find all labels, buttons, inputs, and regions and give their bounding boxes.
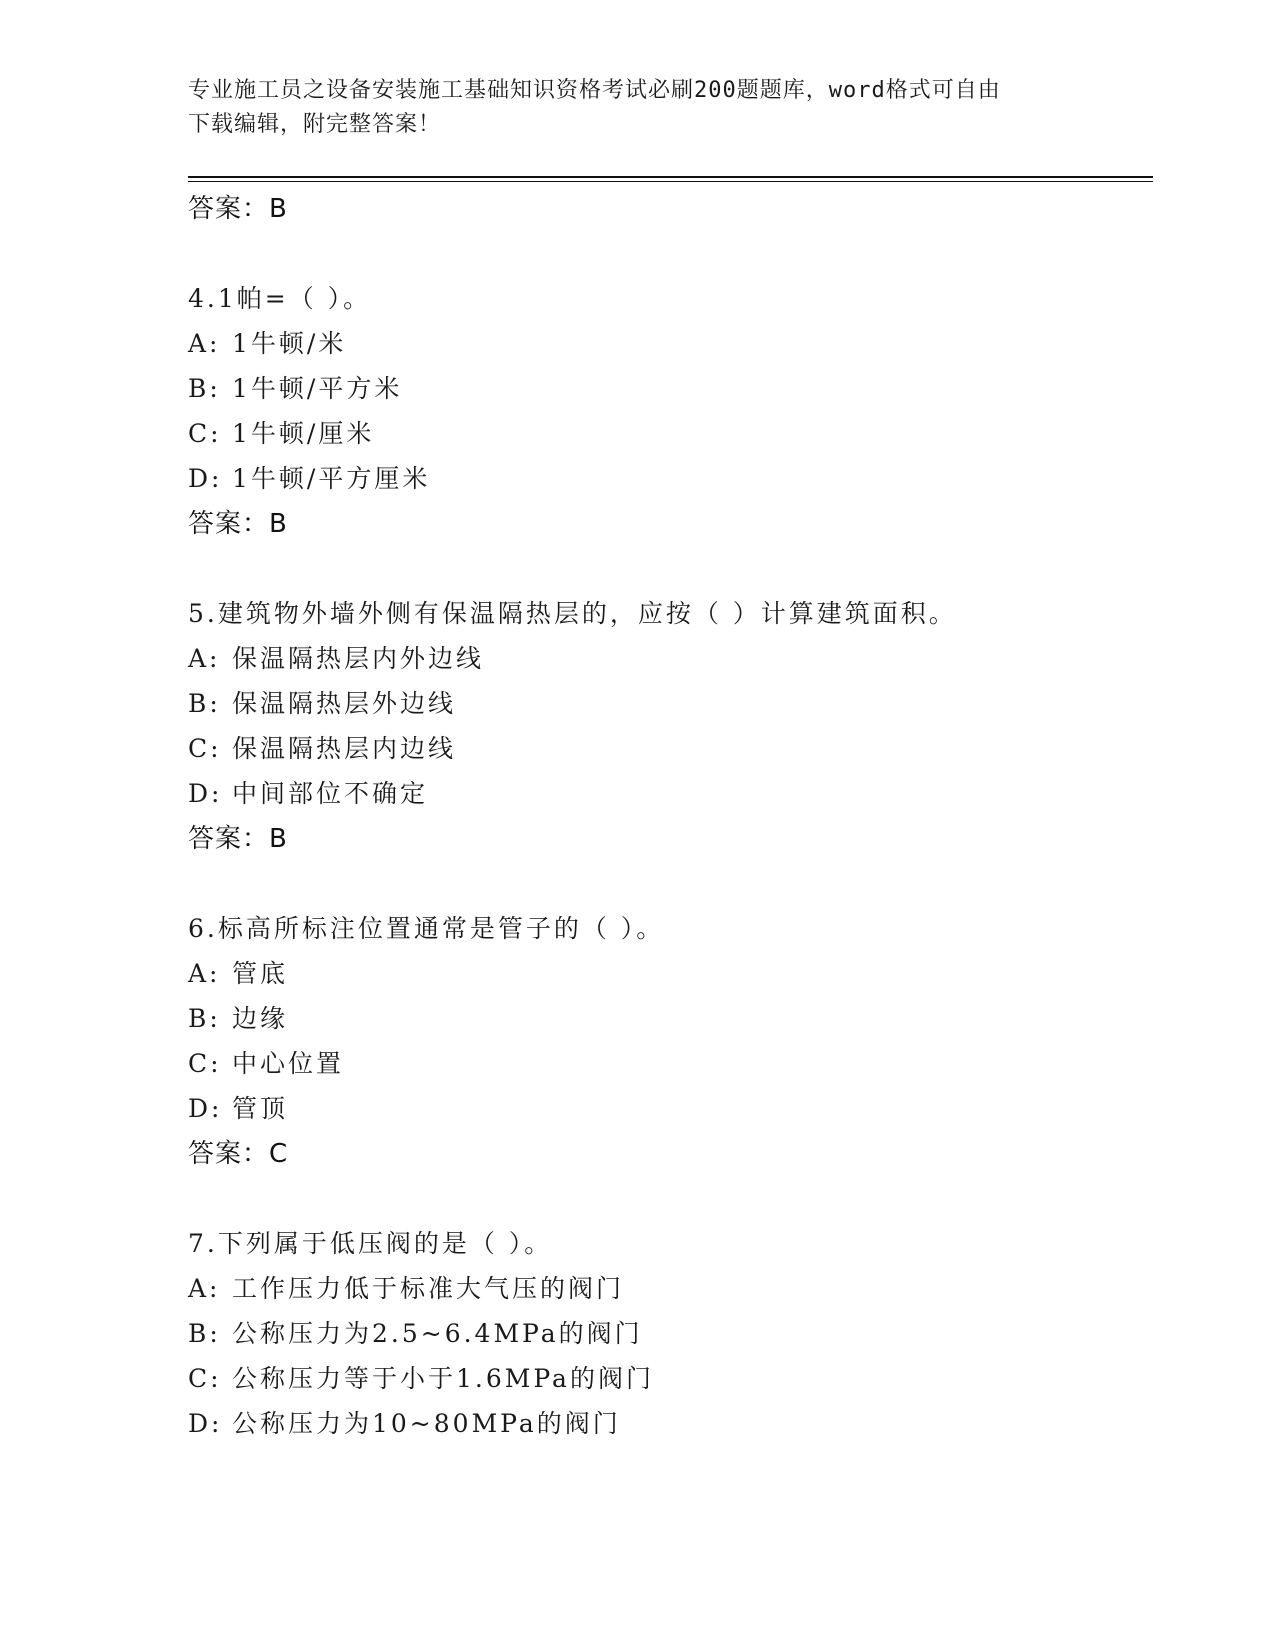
option-b: B: 1牛顿/平方米 bbox=[188, 374, 403, 403]
spacer bbox=[188, 1177, 1153, 1221]
question-text: 6.标高所标注位置通常是管子的（ ）。 bbox=[188, 914, 665, 943]
option-d: D: 1牛顿/平方厘米 bbox=[188, 464, 431, 493]
spacer bbox=[188, 547, 1153, 591]
spacer bbox=[188, 232, 1153, 276]
option-c: C: 保温隔热层内边线 bbox=[188, 734, 457, 763]
header-line-1: 专业施工员之设备安装施工基础知识资格考试必刷200题题库，word格式可自由 bbox=[188, 78, 1001, 103]
document-header bbox=[188, 74, 1088, 142]
header-line-2: 下载编辑，附完整答案！ bbox=[188, 112, 442, 137]
option-b: B: 公称压力为2.5~6.4MPa的阀门 bbox=[188, 1319, 643, 1348]
option-b: B: 边缘 bbox=[188, 1004, 289, 1033]
header-divider-thick bbox=[188, 176, 1153, 178]
question-text: 5.建筑物外墙外侧有保温隔热层的，应按（ ）计算建筑面积。 bbox=[188, 599, 957, 628]
question-text: 4.1帕=（ ）。 bbox=[188, 284, 372, 313]
answer-line: 答案：B bbox=[188, 509, 288, 539]
option-d: D: 中间部位不确定 bbox=[188, 779, 429, 808]
answer-line: 答案：B bbox=[188, 194, 288, 224]
question-text: 7.下列属于低压阀的是（ ）。 bbox=[188, 1229, 553, 1258]
option-a: A: 管底 bbox=[188, 959, 289, 988]
option-d: D: 管顶 bbox=[188, 1094, 289, 1123]
option-c: C: 公称压力等于小于1.6MPa的阀门 bbox=[188, 1364, 654, 1393]
option-a: A: 工作压力低于标准大气压的阀门 bbox=[188, 1274, 625, 1303]
spacer bbox=[188, 862, 1153, 906]
header-divider-thin bbox=[188, 181, 1153, 182]
option-a: A: 保温隔热层内外边线 bbox=[188, 644, 485, 673]
option-c: C: 中心位置 bbox=[188, 1049, 345, 1078]
option-b: B: 保温隔热层外边线 bbox=[188, 689, 457, 718]
answer-line: 答案：C bbox=[188, 1139, 289, 1169]
question-list bbox=[188, 186, 1153, 1446]
answer-line: 答案：B bbox=[188, 824, 288, 854]
option-c: C: 1牛顿/厘米 bbox=[188, 419, 375, 448]
option-d: D: 公称压力为10~80MPa的阀门 bbox=[188, 1409, 621, 1438]
option-a: A: 1牛顿/米 bbox=[188, 329, 347, 358]
